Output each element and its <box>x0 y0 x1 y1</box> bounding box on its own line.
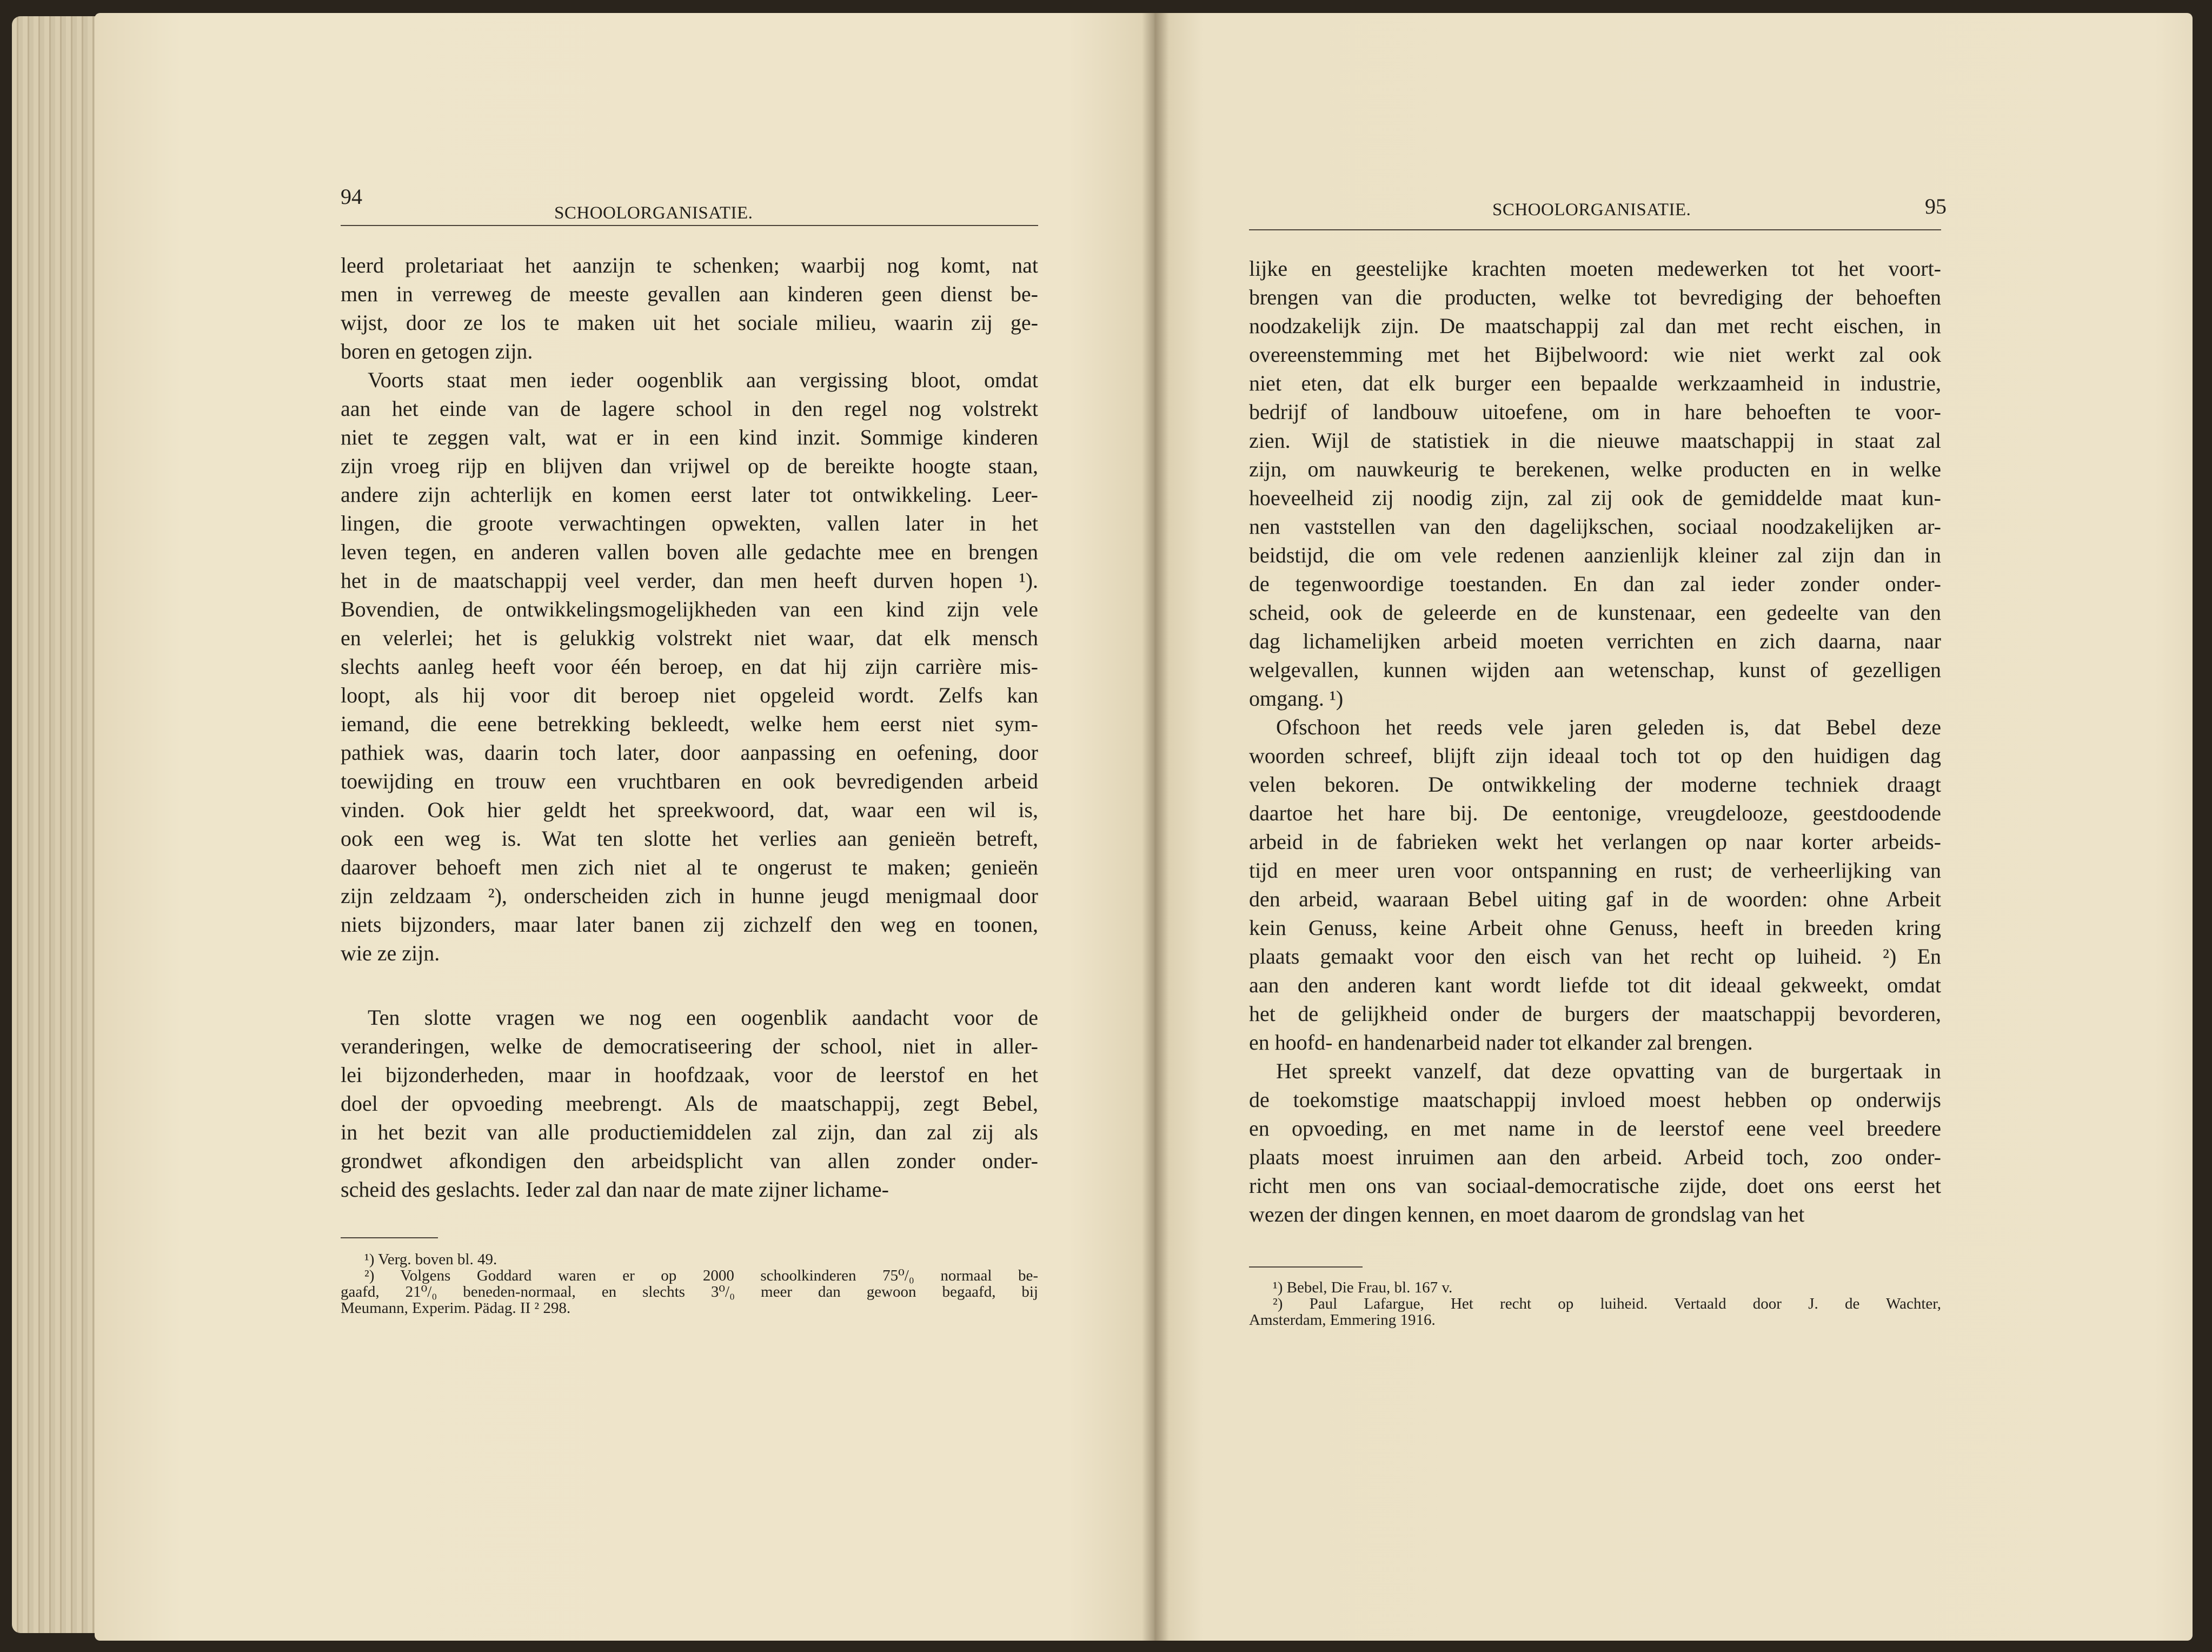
footnote-line: ²) Paul Lafargue, Het recht op luiheid. Vertaald door J. de Wachter, <box>1273 1295 1941 1312</box>
text-line: Ten slotte vragen we nog een oogenblik aandacht voor de <box>368 1005 1038 1030</box>
text-line: plaats moest inruimen aan den arbeid. Arbeid toch, zoo onder- <box>1249 1145 1941 1169</box>
text-line: daartoe het hare bij. De eentonige, vreugdelooze, geestdoodende <box>1249 801 1941 825</box>
text-line: leerd proletariaat het aanzijn te schenken; waarbij nog komt, nat <box>341 253 1038 277</box>
text-line: men in verreweg de meeste gevallen aan kinderen geen dienst be- <box>341 282 1038 306</box>
text-line: scheid, ook de geleerde en de kunstenaar, een gedeelte van den <box>1249 600 1941 625</box>
footnotes <box>1249 1279 1941 1328</box>
text-line: dag lichamelijken arbeid moeten verrichten en zich daarna, naar <box>1249 629 1941 653</box>
text-line: woorden schreef, blijft zijn ideaal toch tot op den huidigen dag <box>1249 744 1941 768</box>
text-line: leven tegen, en anderen vallen boven alle gedachte mee en brengen <box>341 540 1038 564</box>
footnotes <box>341 1251 1038 1316</box>
footnote-line: ¹) Bebel, Die Frau, bl. 167 v. <box>1273 1279 1453 1296</box>
text-line: andere zijn achterlijk en komen eerst later tot ontwikkeling. Leer- <box>341 482 1038 507</box>
text-line: zijn zeldzaam ²), onderscheiden zich in hunne jeugd menigmaal door <box>341 884 1038 908</box>
running-head: SCHOOLORGANISATIE. <box>554 203 753 223</box>
text-line: tijd en meer uren voor ontspanning en rust; de verheerlijking van <box>1249 858 1941 883</box>
footnote-line: Meumann, Experim. Pädag. II ² 298. <box>341 1299 571 1317</box>
text-line: Voorts staat men ieder oogenblik aan vergissing bloot, omdat <box>368 368 1038 392</box>
text-line: daarover behoeft men zich niet al te ongerust te maken; genieën <box>341 855 1038 879</box>
text-line: vinden. Ook hier geldt het spreekwoord, dat, waar een wil is, <box>341 798 1038 822</box>
text-line: hoeveelheid zij noodig zijn, zal zij ook de gemiddelde maat kun- <box>1249 486 1941 510</box>
footnote-line: ¹) Verg. boven bl. 49. <box>364 1251 497 1268</box>
text-line: kein Genuss, keine Arbeit ohne Genuss, heeft in breeden kring <box>1249 915 1941 940</box>
text-line: welgevallen, kunnen wijden aan wetenschap, kunst of gezelligen <box>1249 658 1941 682</box>
text-line: scheid des geslachts. Ieder zal dan naar de mate zijner lichame- <box>341 1177 889 1202</box>
text-line: en opvoeding, en met name in de leerstof eene veel breedere <box>1249 1116 1941 1140</box>
text-line: slechts aanleg heeft voor één beroep, en dat hij zijn carrière mis- <box>341 654 1038 679</box>
text-line: het in de maatschappij veel verder, dan men heeft durven hopen ¹). <box>341 568 1038 593</box>
text-line: niets bijzonders, maar later banen zij zichzelf den weg en toonen, <box>341 912 1038 937</box>
text-line: toewijding en trouw een vruchtbaren en ook bevredigenden arbeid <box>341 769 1038 793</box>
header-rule <box>341 225 1038 226</box>
text-line: brengen van die producten, welke tot bevrediging der behoeften <box>1249 285 1941 309</box>
text-line: niet te zeggen valt, wat er in een kind inzit. Sommige kinderen <box>341 425 1038 449</box>
text-line: in het bezit van alle productiemiddelen zal zijn, dan zal zij als <box>341 1120 1038 1144</box>
paragraph-gap <box>341 967 1038 1003</box>
text-line: lei bijzonderheden, maar in hoofdzaak, voor de leerstof en het <box>341 1063 1038 1087</box>
page-number: 94 <box>341 184 362 209</box>
footnote-rule <box>1249 1266 1363 1268</box>
text-line: nen vaststellen van den dagelijkschen, sociaal noodzakelijken ar- <box>1249 514 1941 539</box>
text-line: niet eten, dat elk burger een bepaalde werkzaamheid in industrie, <box>1249 371 1941 395</box>
text-line: pathiek was, daarin toch later, door aanpassing en oefening, door <box>341 740 1038 765</box>
text-line: lingen, die groote verwachtingen opwekten, vallen later in het <box>341 511 1038 535</box>
page-number: 95 <box>1925 194 1947 218</box>
text-line: wijst, door ze los te maken uit het sociale milieu, waarin zij ge- <box>341 310 1038 335</box>
text-line: aan den anderen kant wordt liefde tot dit ideaal gekweekt, omdat <box>1249 973 1941 997</box>
text-line: velen bekoren. De ontwikkeling der moderne techniek draagt <box>1249 772 1941 797</box>
text-line: wezen der dingen kennen, en moet daarom de grondslag van het <box>1249 1202 1805 1226</box>
text-line: boren en getogen zijn. <box>341 339 533 363</box>
text-line: lijke en geestelijke krachten moeten medewerken tot het voort- <box>1249 256 1941 281</box>
footnote-line: Amsterdam, Emmering 1916. <box>1249 1311 1436 1329</box>
text-line: het de gelijkheid onder de burgers der maatschappij bevorderen, <box>1249 1001 1941 1026</box>
text-line: den arbeid, waaraan Bebel uiting gaf in de woorden: ohne Arbeit <box>1249 887 1941 911</box>
text-line: richt men ons van sociaal-democratische zijde, doet ons eerst het <box>1249 1173 1941 1198</box>
body-text <box>1249 254 1941 1229</box>
text-line: Het spreekt vanzelf, dat deze opvatting van de burgertaak in <box>1276 1059 1941 1083</box>
text-line: veranderingen, welke de democratiseering der school, niet in aller- <box>341 1034 1038 1058</box>
text-line: zijn, om nauwkeurig te berekenen, welke producten en in welke <box>1249 457 1941 481</box>
text-line: bedrijf of landbouw uitoefene, om in hare behoeften te voor- <box>1249 400 1941 424</box>
text-line: en velerlei; het is gelukkig volstrekt niet waar, dat elk mensch <box>341 626 1038 650</box>
text-line: omgang. ¹) <box>1249 686 1344 711</box>
text-line: aan het einde van de lagere school in den regel nog volstrekt <box>341 396 1038 421</box>
running-head: SCHOOLORGANISATIE. <box>1492 200 1691 220</box>
body-text <box>341 251 1038 1204</box>
footnote-line: ²) Volgens Goddard waren er op 2000 schoolkinderen 75⁰/₀ normaal be- <box>364 1267 1038 1284</box>
text-line: de tegenwoordige toestanden. En dan zal ieder zonder onder- <box>1249 572 1941 596</box>
text-line: grondwet afkondigen den arbeidsplicht van allen zonder onder- <box>341 1149 1038 1173</box>
right-page <box>1154 13 2193 1641</box>
text-line: de toekomstige maatschappij invloed moest hebben op onderwijs <box>1249 1087 1941 1112</box>
text-line: zien. Wijl de statistiek in die nieuwe maatschappij in staat zal <box>1249 428 1941 453</box>
footnote-line: gaafd, 21⁰/₀ beneden-normaal, en slechts 3⁰/₀ meer dan gewoon begaafd, bij <box>341 1283 1038 1301</box>
text-line: beidstijd, die om vele redenen aanzienlijk kleiner zal zijn dan in <box>1249 543 1941 567</box>
text-line: ook een weg is. Wat ten slotte het verlies aan genieën betreft, <box>341 826 1038 851</box>
text-line: overeenstemming met het Bijbelwoord: wie niet werkt zal ook <box>1249 342 1941 367</box>
text-line: plaats gemaakt voor den eisch van het recht op luiheid. ²) En <box>1249 944 1941 968</box>
text-line: en hoofd- en handenarbeid nader tot elkander zal brengen. <box>1249 1030 1753 1054</box>
text-line: arbeid in de fabrieken wekt het verlangen op naar korter arbeids- <box>1249 830 1941 854</box>
text-line: noodzakelijk zijn. De maatschappij zal dan met recht eischen, in <box>1249 314 1941 338</box>
left-page <box>95 13 1154 1641</box>
text-line: Bovendien, de ontwikkelingsmogelijkheden van een kind zijn vele <box>341 597 1038 621</box>
text-line: wie ze zijn. <box>341 941 440 965</box>
text-line: loopt, als hij voor dit beroep niet opgeleid wordt. Zelfs kan <box>341 683 1038 707</box>
text-line: doel der opvoeding meebrengt. Als de maatschappij, zegt Bebel, <box>341 1091 1038 1116</box>
book-gutter <box>1142 13 1169 1641</box>
text-line: iemand, die eene betrekking bekleedt, welke hem eerst niet sym- <box>341 712 1038 736</box>
header-rule <box>1249 229 1941 230</box>
footnote-rule <box>341 1237 438 1238</box>
text-line: zijn vroeg rijp en blijven dan vrijwel op de bereikte hoogte staan, <box>341 454 1038 478</box>
text-line: Ofschoon het reeds vele jaren geleden is, dat Bebel deze <box>1276 715 1941 739</box>
